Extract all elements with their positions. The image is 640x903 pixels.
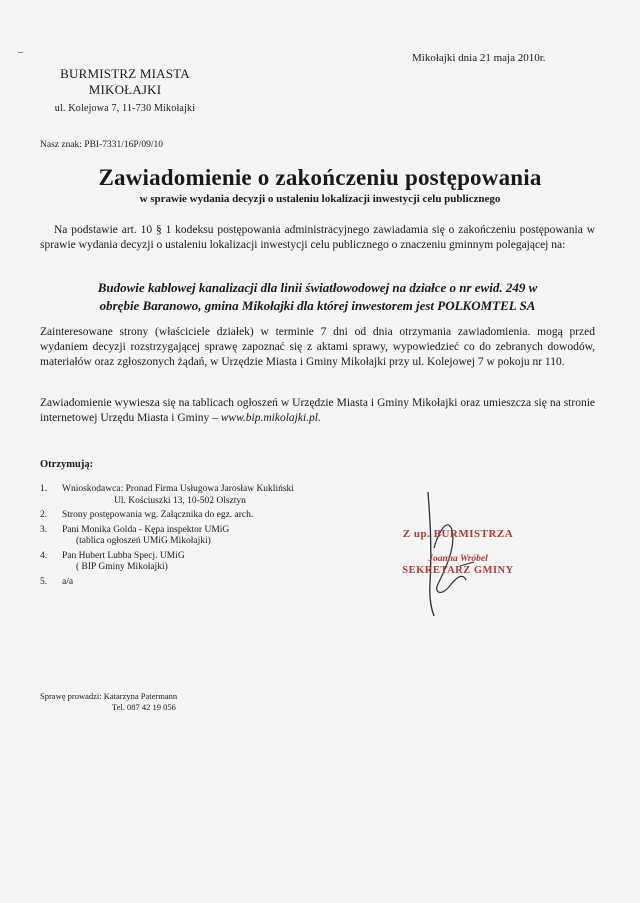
recipients-list — [40, 484, 342, 588]
stamp-signatory: Joanna Wróbel — [428, 554, 488, 564]
list-item: 1. Wnioskodawca: Pronad Firma Usługowa Jarosław Kukliński Ul. Kościuszki 13, 10-502 Olsztyn — [40, 484, 294, 506]
list-item: 2. Strony postępowania wg. Załącznika do egz. arch. — [40, 510, 254, 520]
scan-mark — [18, 52, 23, 53]
stamp-title: SEKRETARZ GMINY — [402, 565, 514, 576]
parties-paragraph: Zainteresowane strony (właściciele działek) w terminie 7 dni od dnia otrzymania zawiadomienia. mogą przed wydaniem decyzji rozstrzygającej sprawę zapoznać się z aktami sprawy, wypowiedzieć co do zebranych dowodów, materiałów oraz zgłoszonych żądań, w Urzędzie Miasta i Gminy Mikołajki przy ul. Kolejowej 7 w pokoju nr 110. — [40, 326, 595, 368]
case-handler — [40, 691, 177, 712]
authority-line-1: BURMISTRZ MIASTA — [60, 66, 190, 81]
list-item: 4. Pan Hubert Lubba Specj. UMiG ( BIP Gminy Mikołajki) — [40, 550, 185, 572]
document-title: Zawiadomienie o zakończeniu postępowania — [98, 165, 542, 190]
issuing-authority — [40, 66, 210, 117]
posting-paragraph — [40, 396, 595, 426]
authority-line-2: MIKOŁAJKI — [88, 82, 162, 97]
recipients-heading: Otrzymują: — [40, 459, 94, 470]
posting-text: Zawiadomienie wywiesza się na tablicach ogłoszeń w Urzędzie Miasta i Gminy Mikołajki oraz umieszcza się na stronie internetowej Urzędu Miasta i Gminy – — [40, 397, 595, 424]
investment-line-1: Budowie kablowej kanalizacji dla linii światłowodowej na działce o nr ewid. 249 w — [97, 280, 538, 295]
phone-number: Tel. 087 42 19 056 — [112, 701, 176, 712]
bip-website: www.bip.mikolajki.pl. — [220, 412, 321, 424]
prepared-by: Sprawę prowadzi: Katarzyna Patermann — [40, 691, 178, 701]
reference-number: Nasz znak: PBI-7331/16P/09/10 — [40, 140, 163, 150]
investment-line-2: obrębie Baranowo, gmina Mikołajki dla której inwestorem jest POLKOMTEL SA — [99, 298, 536, 313]
official-stamp — [384, 528, 532, 576]
stamp-line-1: Z up. BURMISTRZA — [402, 528, 514, 540]
intro-paragraph: Na podstawie art. 10 § 1 kodeksu postępowania administracyjnego zawiadamia się o zakończeniu postępowania w sprawie wydania decyzji o ustaleniu lokalizacji inwestycji celu publicznego o znaczeniu gminnym polegającej na: — [40, 224, 595, 251]
investment-description — [40, 279, 595, 315]
document-date: Mikołajki dnia 21 maja 2010r. — [412, 52, 546, 64]
list-item: 5. a/a — [40, 576, 74, 587]
list-item: 3. Pani Monika Golda - Kępa inspektor UMiG (tablica ogłoszeń UMiG Mikołajki) — [40, 524, 230, 546]
authority-address: ul. Kolejowa 7, 11-730 Mikołajki — [54, 103, 196, 114]
document-subtitle: w sprawie wydania decyzji o ustaleniu lokalizacji inwestycji celu publicznego — [139, 193, 501, 205]
